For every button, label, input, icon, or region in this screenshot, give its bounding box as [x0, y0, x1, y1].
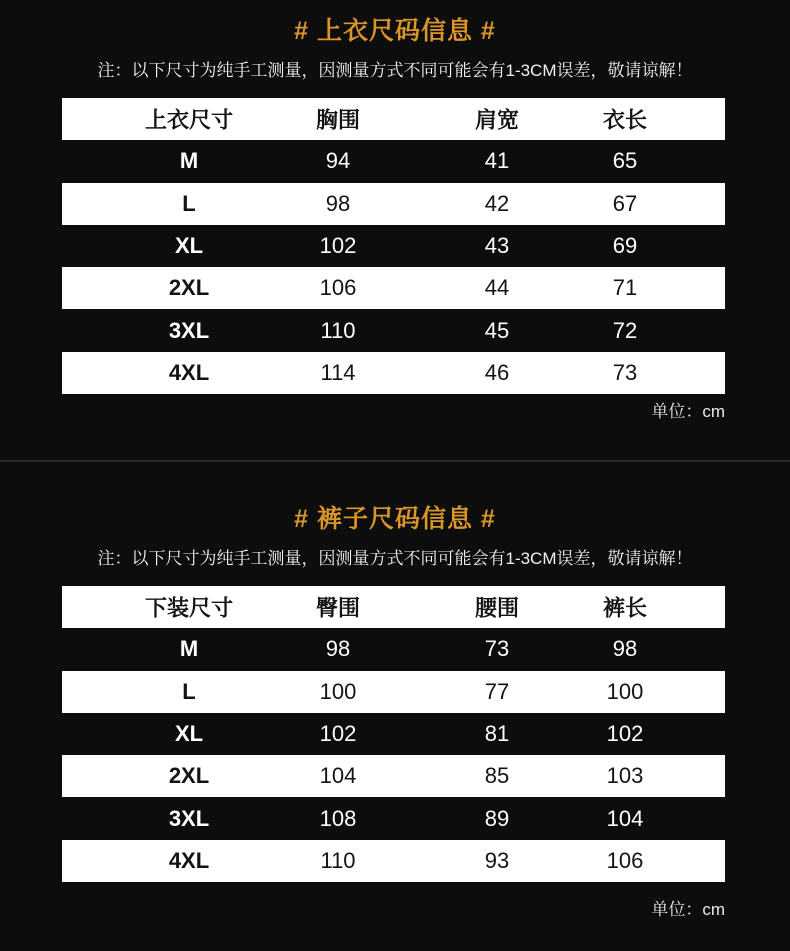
value-cell: 73: [484, 636, 510, 662]
value-cell: 94: [325, 148, 351, 174]
value-cell: 110: [320, 317, 356, 343]
value-cell: 77: [484, 678, 510, 704]
size-cell: XL: [174, 232, 204, 258]
tops-section-title: # 上衣尺码信息 #: [294, 17, 496, 45]
table-row: [62, 183, 725, 225]
size-cell: L: [182, 190, 196, 216]
value-cell: 67: [612, 190, 638, 216]
value-cell: 103: [606, 763, 644, 789]
value-cell: 44: [484, 275, 510, 301]
value-cell: 93: [484, 847, 510, 873]
header-cell-size: 下装尺寸: [144, 595, 234, 621]
tops-size-table: [62, 98, 725, 394]
table-row: [62, 671, 725, 713]
table-row: [62, 140, 725, 182]
value-cell: 104: [319, 763, 357, 789]
value-cell: 100: [319, 678, 357, 704]
value-cell: 73: [612, 359, 638, 385]
pants-measurement-note: 注：以下尺寸为纯手工测量，因测量方式不同可能会有1-3CM误差，敬请谅解！: [97, 549, 693, 568]
value-cell: 106: [319, 275, 357, 301]
table-row: [62, 352, 725, 394]
pants-size-table: [62, 586, 725, 882]
table-row: [62, 755, 725, 797]
value-cell: 43: [484, 232, 510, 258]
table-row: [62, 840, 725, 882]
size-cell: M: [179, 148, 199, 174]
value-cell: 100: [606, 678, 644, 704]
size-cell: 4XL: [168, 847, 210, 873]
size-cell: 4XL: [168, 359, 210, 385]
value-cell: 102: [319, 720, 357, 746]
table-row: [62, 309, 725, 351]
size-cell: 3XL: [168, 805, 210, 831]
value-cell: 85: [484, 763, 510, 789]
header-cell-shoulder: 肩宽: [474, 107, 520, 133]
value-cell: 104: [606, 805, 644, 831]
value-cell: 65: [612, 148, 638, 174]
table-row: [62, 267, 725, 309]
value-cell: 81: [484, 720, 510, 746]
pants-section-title: # 裤子尺码信息 #: [294, 505, 496, 533]
size-cell: 3XL: [168, 317, 210, 343]
size-cell: 2XL: [168, 275, 210, 301]
pants-unit-label: 单位：cm: [651, 900, 725, 919]
value-cell: 102: [606, 720, 644, 746]
tops-measurement-note: 注：以下尺寸为纯手工测量，因测量方式不同可能会有1-3CM误差，敬请谅解！: [97, 61, 693, 80]
header-cell-waist: 腰围: [474, 595, 520, 621]
value-cell: 46: [484, 359, 510, 385]
tops-table-header-row: [62, 98, 725, 140]
size-cell: XL: [174, 720, 204, 746]
table-row: [62, 628, 725, 670]
value-cell: 102: [319, 232, 357, 258]
value-cell: 69: [612, 232, 638, 258]
header-cell-chest: 胸围: [315, 107, 361, 133]
section-pants: [0, 462, 790, 951]
value-cell: 114: [320, 359, 356, 385]
header-cell-hip: 臀围: [315, 595, 361, 621]
value-cell: 89: [484, 805, 510, 831]
value-cell: 42: [484, 190, 510, 216]
value-cell: 71: [612, 275, 638, 301]
table-row: [62, 797, 725, 839]
pants-table-header-row: [62, 586, 725, 628]
value-cell: 110: [320, 847, 356, 873]
value-cell: 72: [612, 317, 638, 343]
value-cell: 106: [606, 847, 644, 873]
size-cell: L: [182, 678, 196, 704]
value-cell: 41: [484, 148, 510, 174]
value-cell: 98: [612, 636, 638, 662]
value-cell: 108: [319, 805, 357, 831]
size-cell: M: [179, 636, 199, 662]
header-cell-pants-length: 裤长: [602, 595, 648, 621]
tops-unit-label: 单位：cm: [651, 402, 725, 421]
table-row: [62, 225, 725, 267]
value-cell: 98: [325, 636, 351, 662]
value-cell: 45: [484, 317, 510, 343]
header-cell-length: 衣长: [602, 107, 648, 133]
size-cell: 2XL: [168, 763, 210, 789]
section-tops: [0, 0, 790, 460]
table-row: [62, 713, 725, 755]
value-cell: 98: [325, 190, 351, 216]
header-cell-size: 上衣尺寸: [144, 107, 234, 133]
